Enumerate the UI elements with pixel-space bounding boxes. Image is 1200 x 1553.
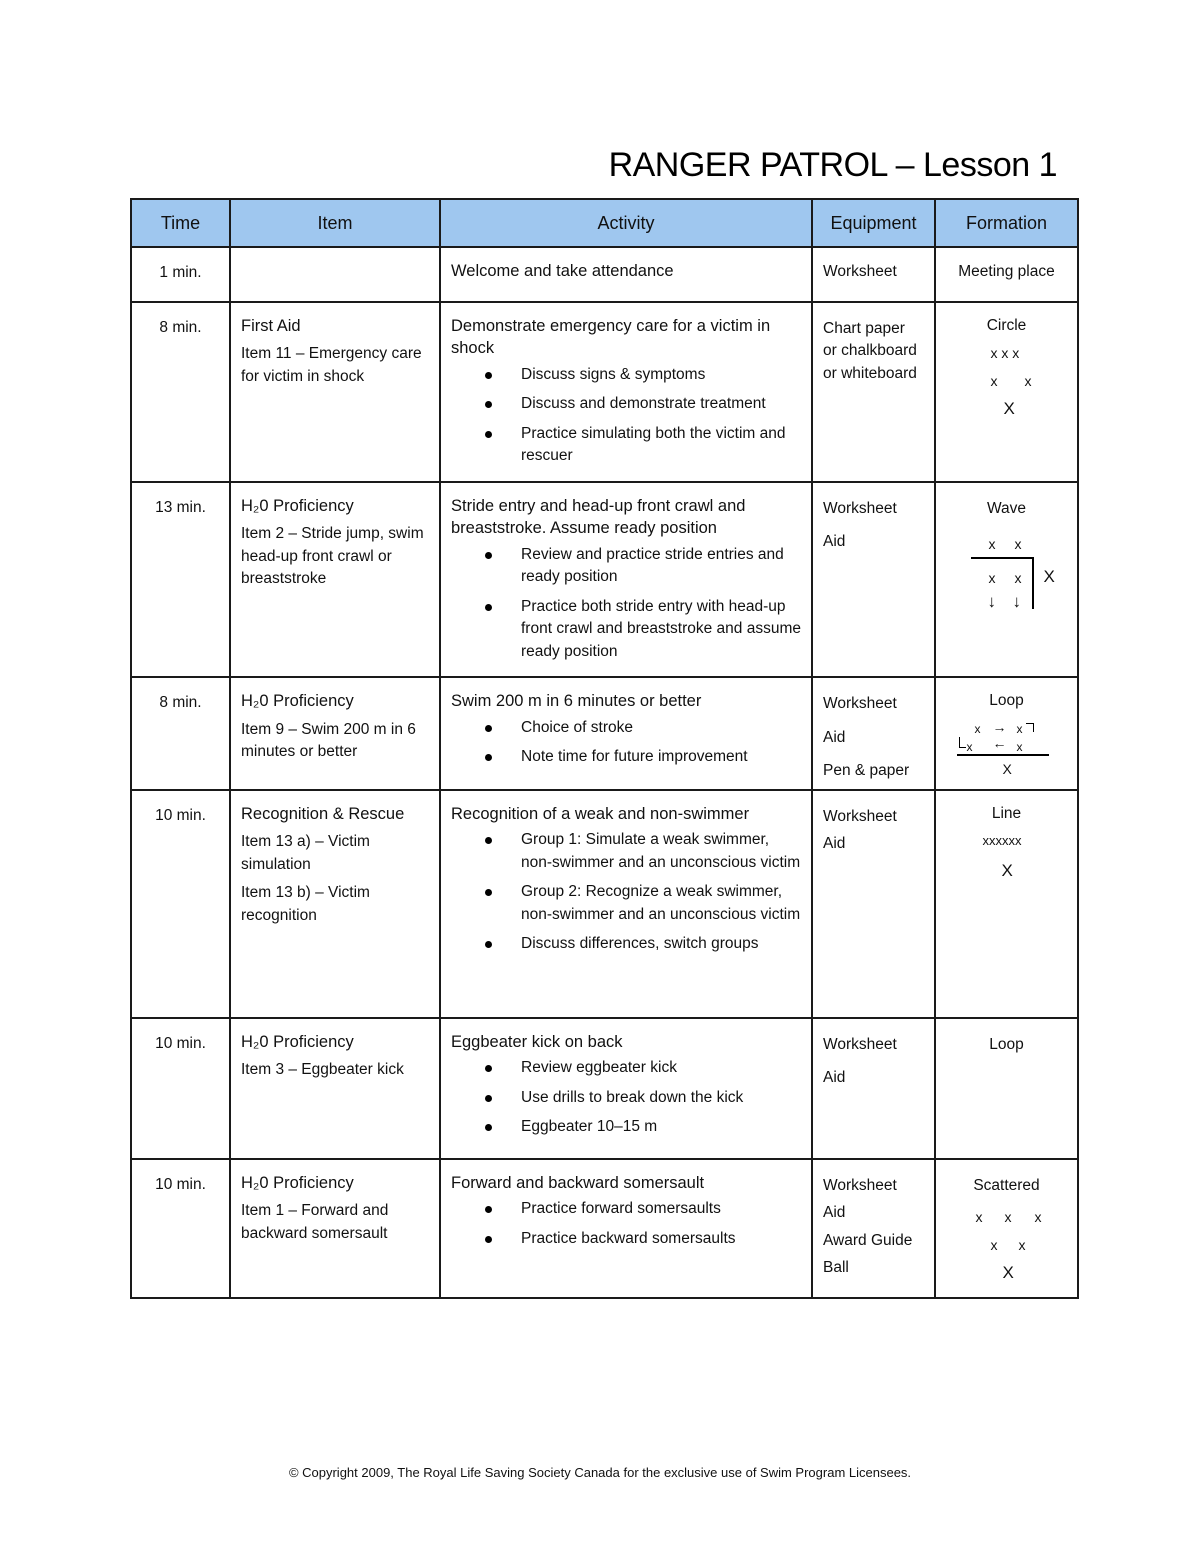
activity-cell bbox=[440, 1018, 812, 1159]
line-formation-diagram bbox=[947, 829, 1067, 889]
instructor-mark: X bbox=[1043, 567, 1055, 586]
wave-start-line bbox=[971, 557, 1034, 559]
formation-cell bbox=[935, 790, 1078, 1018]
time-cell bbox=[131, 302, 230, 482]
pool-edge-line bbox=[957, 754, 1049, 756]
formation-title: Line bbox=[991, 804, 1022, 822]
item-cell bbox=[230, 1018, 440, 1159]
activity-cell bbox=[440, 1159, 812, 1298]
bullet-item: Practice backward somersaults bbox=[451, 1228, 801, 1251]
item-cell bbox=[230, 677, 440, 790]
swimmer-mark: x bbox=[1014, 570, 1022, 586]
equipment-item: Worksheet bbox=[823, 807, 897, 825]
loop-corner-bottom bbox=[959, 737, 960, 747]
activity-cell bbox=[440, 482, 812, 678]
formation-cell bbox=[935, 482, 1078, 678]
item-title: H₂0 Proficiency bbox=[241, 1173, 354, 1192]
header-time: Time bbox=[131, 199, 230, 247]
equipment-cell bbox=[812, 247, 935, 302]
header-equipment: Equipment bbox=[812, 199, 935, 247]
time-value: 8 min. bbox=[159, 318, 202, 336]
lesson-plan-table bbox=[130, 198, 1079, 1299]
table-row bbox=[131, 302, 1078, 482]
loop-formation-diagram bbox=[947, 717, 1067, 777]
activity-title: Stride entry and head-up front crawl and breaststroke. Assume ready position bbox=[451, 496, 746, 537]
swimmer-mark: x bbox=[1018, 1237, 1026, 1253]
equipment-item: Worksheet bbox=[823, 695, 897, 712]
formation-title: Circle bbox=[986, 316, 1027, 334]
swimmer-mark: x bbox=[975, 1209, 983, 1225]
arrow-down-icon: ↓ bbox=[987, 592, 996, 611]
loop-corner-bottom bbox=[959, 747, 966, 748]
equipment-item: Aid bbox=[823, 1069, 846, 1086]
equipment-item: or whiteboard bbox=[823, 364, 917, 382]
bullet-item: Note time for future improvement bbox=[451, 746, 801, 769]
header-activity: Activity bbox=[440, 199, 812, 247]
equipment-item: or chalkboard bbox=[823, 342, 917, 359]
item-title: H₂0 Proficiency bbox=[241, 1032, 354, 1051]
arrow-left-icon: ← bbox=[992, 734, 1007, 751]
time-value: 10 min. bbox=[155, 806, 206, 824]
swimmer-mark: x bbox=[988, 536, 996, 552]
equipment-cell bbox=[812, 677, 935, 790]
scattered-formation-diagram bbox=[947, 1201, 1067, 1281]
table-row bbox=[131, 482, 1078, 678]
table-row bbox=[131, 1159, 1078, 1298]
bullet-item: Practice forward somersaults bbox=[451, 1198, 801, 1221]
item-title: First Aid bbox=[241, 316, 301, 335]
equipment-item: Aid bbox=[823, 728, 846, 746]
activity-title: Recognition of a weak and non-swimmer bbox=[451, 804, 750, 823]
bullet-item: Review eggbeater kick bbox=[451, 1057, 801, 1080]
header-item: Item bbox=[230, 199, 440, 247]
formation-cell bbox=[935, 1018, 1078, 1159]
activity-cell bbox=[440, 790, 812, 1018]
time-value: 13 min. bbox=[155, 498, 206, 516]
instructor-mark: X bbox=[1003, 399, 1015, 418]
equipment-item: Ball bbox=[823, 1259, 849, 1276]
bullet-item: Choice of stroke bbox=[451, 717, 801, 740]
bullet-item: Discuss differences, switch groups bbox=[451, 933, 801, 956]
swimmer-mark: x bbox=[988, 570, 996, 586]
activity-title: Swim 200 m in 6 minutes or better bbox=[451, 692, 702, 710]
bullet-item: Review and practice stride entries and ready position bbox=[451, 544, 801, 589]
wave-formation-diagram bbox=[947, 524, 1067, 614]
bullet-item: Practice both stride entry with head-up front crawl and breaststroke and assume ready position bbox=[451, 596, 801, 664]
equipment-cell bbox=[812, 1159, 935, 1298]
item-description: Item 2 – Stride jump, swim head-up front crawl or breaststroke bbox=[241, 525, 424, 587]
swimmer-mark: x bbox=[990, 373, 998, 389]
arrow-down-icon: ↓ bbox=[1012, 592, 1021, 611]
item-cell bbox=[230, 1159, 440, 1298]
formation-title: Meeting place bbox=[958, 263, 1055, 280]
arrow-right-icon: → bbox=[992, 718, 1007, 735]
formation-cell bbox=[935, 677, 1078, 790]
item-cell bbox=[230, 247, 440, 302]
formation-title: Scattered bbox=[973, 1176, 1040, 1194]
time-value: 8 min. bbox=[159, 694, 202, 711]
equipment-item: Aid bbox=[823, 533, 846, 550]
instructor-mark: X bbox=[1002, 1263, 1014, 1282]
equipment-item: Worksheet bbox=[823, 499, 897, 517]
time-value: 10 min. bbox=[155, 1175, 206, 1193]
item-description: Item 1 – Forward and backward somersault bbox=[241, 1202, 389, 1242]
equipment-item: Aid bbox=[823, 835, 846, 852]
copyright-notice: © Copyright 2009, The Royal Life Saving Society Canada for the exclusive use of Swim Program Licensees. bbox=[288, 1465, 912, 1480]
swimmer-mark: x bbox=[1024, 373, 1032, 389]
item-description: Item 9 – Swim 200 m in 6 minutes or better bbox=[241, 720, 416, 760]
item-description: Item 13 a) – Victim simulation bbox=[241, 833, 370, 873]
bullet-item: Discuss signs & symptoms bbox=[451, 364, 801, 387]
time-cell bbox=[131, 790, 230, 1018]
equipment-item: Worksheet bbox=[823, 263, 897, 280]
activity-cell bbox=[440, 677, 812, 790]
formation-title: Loop bbox=[989, 1035, 1024, 1053]
swimmer-mark: x bbox=[1014, 536, 1022, 552]
equipment-item: Chart paper bbox=[823, 319, 905, 337]
item-cell bbox=[230, 790, 440, 1018]
bullet-item: Discuss and demonstrate treatment bbox=[451, 393, 801, 416]
equipment-item: Aid bbox=[823, 1204, 846, 1221]
formation-cell bbox=[935, 1159, 1078, 1298]
wave-side-line bbox=[1032, 557, 1034, 609]
bullet-item: Group 2: Recognize a weak swimmer, non-swimmer and an unconscious victim bbox=[451, 881, 801, 926]
time-cell bbox=[131, 247, 230, 302]
item-description: Item 3 – Eggbeater kick bbox=[241, 1061, 404, 1078]
equipment-cell bbox=[812, 1018, 935, 1159]
equipment-cell bbox=[812, 482, 935, 678]
time-value: 10 min. bbox=[155, 1034, 206, 1052]
time-cell bbox=[131, 677, 230, 790]
item-title: H₂0 Proficiency bbox=[241, 692, 354, 710]
loop-corner-top bbox=[1033, 723, 1034, 732]
activity-title: Welcome and take attendance bbox=[451, 262, 674, 280]
formation-cell bbox=[935, 247, 1078, 302]
swimmer-mark: x bbox=[1034, 1209, 1042, 1225]
time-cell bbox=[131, 482, 230, 678]
activity-cell bbox=[440, 247, 812, 302]
formation-title: Wave bbox=[986, 499, 1027, 517]
item-cell bbox=[230, 482, 440, 678]
equipment-cell bbox=[812, 302, 935, 482]
activity-title: Demonstrate emergency care for a victim in shock bbox=[451, 316, 771, 357]
activity-bullets bbox=[451, 1198, 801, 1250]
equipment-item: Pen & paper bbox=[823, 762, 910, 779]
time-value: 1 min. bbox=[159, 264, 202, 281]
swimmer-marks: x x x bbox=[990, 345, 1020, 361]
swimmer-mark: x bbox=[1016, 739, 1023, 754]
activity-title: Forward and backward somersault bbox=[451, 1173, 705, 1192]
header-formation: Formation bbox=[935, 199, 1078, 247]
time-cell bbox=[131, 1018, 230, 1159]
bullet-item: Practice simulating both the victim and rescuer bbox=[451, 423, 801, 468]
bullet-item: Group 1: Simulate a weak swimmer, non-swimmer and an unconscious victim bbox=[451, 829, 801, 874]
activity-bullets bbox=[451, 544, 801, 664]
activity-bullets bbox=[451, 364, 801, 468]
table-row bbox=[131, 790, 1078, 1018]
activity-bullets bbox=[451, 1057, 801, 1139]
page-title: RANGER PATROL – Lesson 1 bbox=[608, 146, 1057, 184]
activity-bullets bbox=[451, 829, 801, 956]
swimmer-mark: x bbox=[974, 721, 981, 736]
table-row bbox=[131, 677, 1078, 790]
equipment-cell bbox=[812, 790, 935, 1018]
bullet-item: Eggbeater 10–15 m bbox=[451, 1116, 801, 1139]
table-header-row bbox=[131, 199, 1078, 247]
activity-bullets bbox=[451, 717, 801, 769]
item-title: H₂0 Proficiency bbox=[241, 496, 354, 515]
item-cell bbox=[230, 302, 440, 482]
table-row bbox=[131, 1018, 1078, 1159]
swimmer-marks: xxxxxx bbox=[982, 833, 1022, 848]
bullet-item: Use drills to break down the kick bbox=[451, 1087, 801, 1110]
swimmer-mark: x bbox=[1016, 721, 1023, 736]
formation-title: Loop bbox=[989, 692, 1024, 709]
instructor-mark: X bbox=[1001, 861, 1013, 880]
item-description: Item 11 – Emergency care for victim in shock bbox=[241, 345, 422, 385]
swimmer-mark: x bbox=[966, 739, 973, 754]
swimmer-mark: x bbox=[1004, 1209, 1012, 1225]
item-title: Recognition & Rescue bbox=[241, 804, 405, 823]
table-row bbox=[131, 247, 1078, 302]
equipment-item: Award Guide bbox=[823, 1231, 913, 1249]
activity-cell bbox=[440, 302, 812, 482]
equipment-item: Worksheet bbox=[823, 1176, 897, 1194]
time-cell bbox=[131, 1159, 230, 1298]
circle-formation-diagram bbox=[947, 341, 1067, 418]
swimmer-mark: x bbox=[990, 1237, 998, 1253]
equipment-item: Worksheet bbox=[823, 1035, 897, 1053]
activity-title: Eggbeater kick on back bbox=[451, 1032, 623, 1051]
item-description: Item 13 b) – Victim recognition bbox=[241, 884, 370, 924]
formation-cell bbox=[935, 302, 1078, 482]
loop-corner-top bbox=[1026, 723, 1033, 724]
instructor-mark: X bbox=[1002, 760, 1012, 777]
